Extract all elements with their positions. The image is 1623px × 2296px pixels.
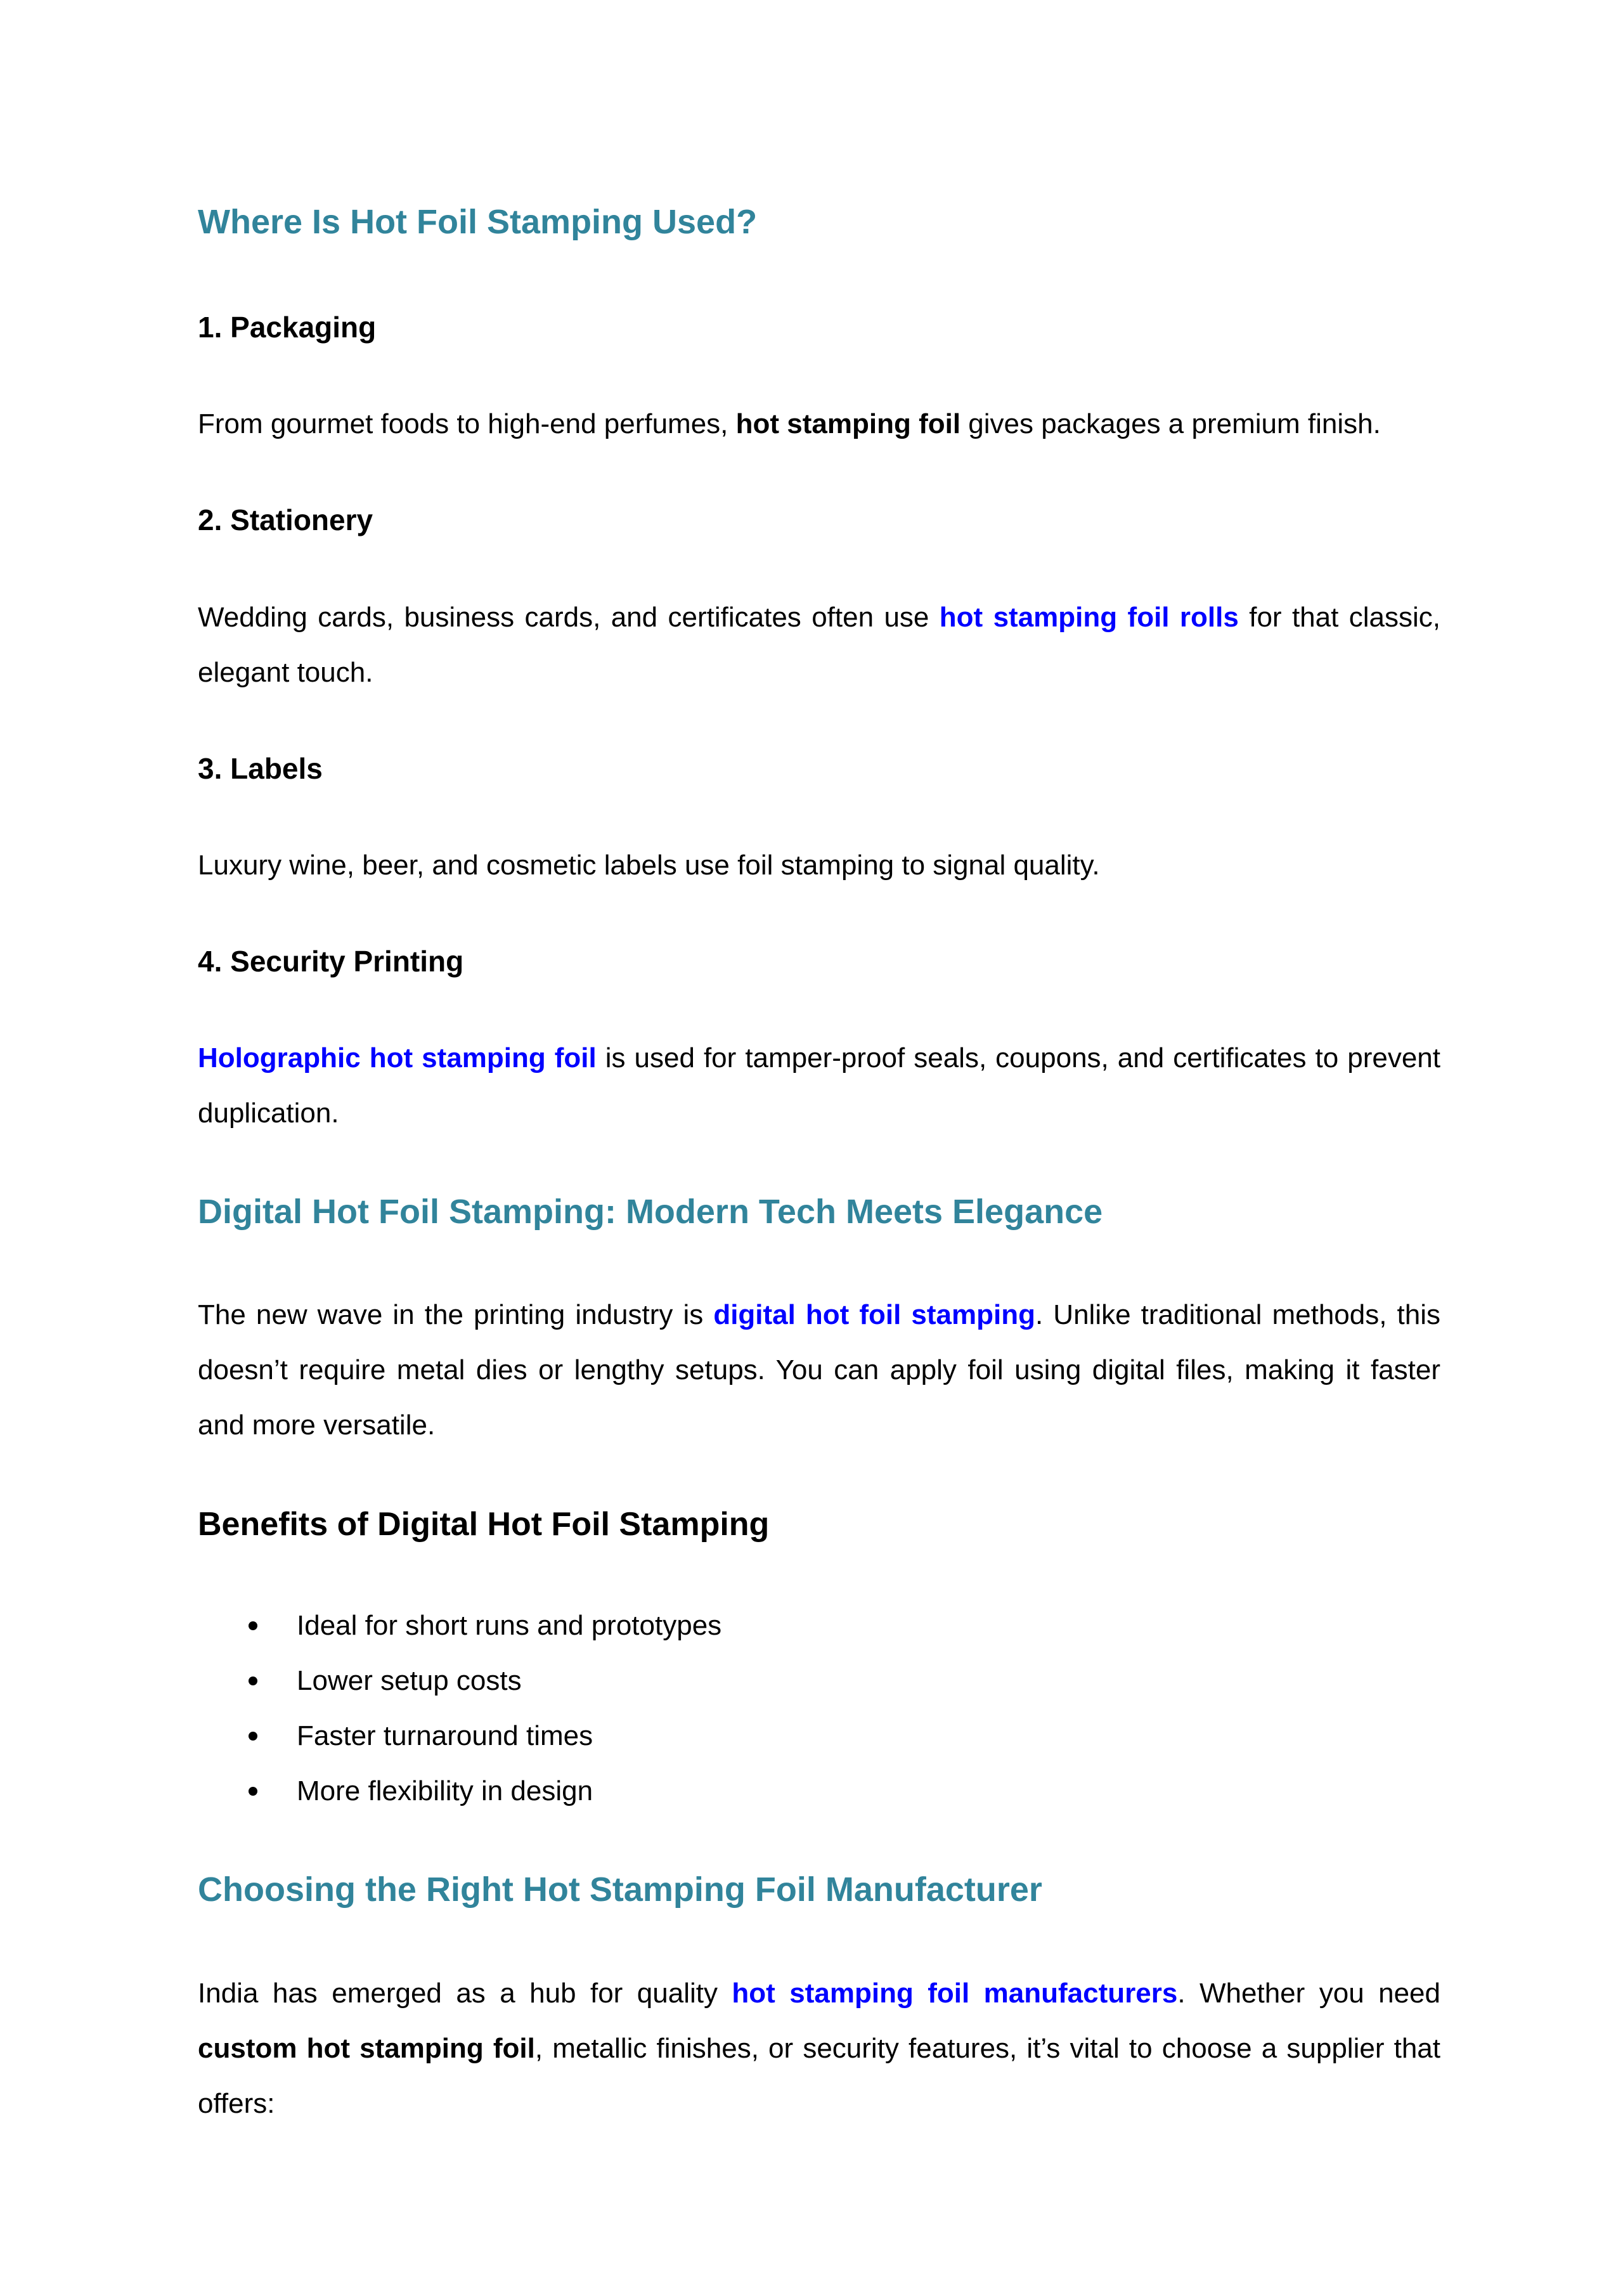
- paragraph-text: . Whether you need: [1177, 1978, 1440, 2009]
- link-digital-hot-foil-stamping[interactable]: digital hot foil stamping: [713, 1299, 1036, 1330]
- paragraph-text: . Unlike traditional methods, this doesn’t require metal dies or lengthy setups. You can apply foil using digital files, making it faster and more versatile.: [198, 1299, 1440, 1441]
- paragraph-text: The new wave in the printing industry is: [198, 1299, 714, 1330]
- list-item-label: More flexibility in design: [297, 1775, 593, 1806]
- list-item: [198, 1598, 721, 1653]
- list-item-label: Lower setup costs: [297, 1665, 522, 1696]
- paragraph-text: From gourmet foods to high-end perfumes,: [198, 408, 736, 439]
- subheading-stationery: 2. Stationery: [198, 503, 373, 536]
- list-item-label: Ideal for short runs and prototypes: [297, 1610, 722, 1641]
- paragraph-manufacturer: [198, 1966, 1440, 2131]
- subheading-labels: 3. Labels: [198, 752, 323, 785]
- paragraph-text: , metallic finishes, or security features, it’s vital to choose a supplier that offers:: [198, 2033, 1441, 2119]
- link-hot-stamping-foil-manufacturers[interactable]: hot stamping foil manufacturers: [732, 1978, 1178, 2009]
- list-item-label: Faster turnaround times: [297, 1720, 593, 1751]
- section-heading-manufacturer: Choosing the Right Hot Stamping Foil Manufacturer: [198, 1871, 1042, 1909]
- link-hot-stamping-foil-rolls[interactable]: hot stamping foil rolls: [939, 602, 1239, 633]
- paragraph-packaging: [198, 396, 1440, 451]
- list-item: [198, 1708, 721, 1763]
- paragraph-text: India has emerged as a hub for quality: [198, 1978, 732, 2009]
- bullet-icon: [249, 1621, 257, 1630]
- paragraph-stationery: [198, 590, 1440, 700]
- bold-term: hot stamping foil: [735, 408, 961, 439]
- paragraph-text: gives packages a premium finish.: [960, 408, 1381, 439]
- paragraph-security: [198, 1030, 1440, 1141]
- bullet-icon: [249, 1787, 257, 1796]
- paragraph-text: for that classic, elegant touch.: [198, 602, 1440, 688]
- link-holographic-hot-stamping-foil[interactable]: Holographic hot stamping foil: [198, 1042, 597, 1073]
- bold-term: custom hot stamping foil: [198, 2033, 535, 2064]
- paragraph-text: is used for tamper-proof seals, coupons, and certificates to prevent duplication.: [198, 1042, 1440, 1129]
- benefits-list: [198, 1598, 721, 1819]
- subheading-security-printing: 4. Security Printing: [198, 945, 464, 978]
- bullet-icon: [249, 1677, 257, 1685]
- paragraph-text: Wedding cards, business cards, and certificates often use: [198, 602, 940, 633]
- list-item: [198, 1653, 721, 1708]
- bullet-icon: [249, 1732, 257, 1741]
- subheading-benefits: Benefits of Digital Hot Foil Stamping: [198, 1506, 770, 1543]
- paragraph-labels: Luxury wine, beer, and cosmetic labels use foil stamping to signal quality.: [198, 850, 1100, 881]
- section-heading-where-used: Where Is Hot Foil Stamping Used?: [198, 203, 758, 241]
- list-item: [198, 1763, 721, 1819]
- paragraph-digital: [198, 1287, 1440, 1453]
- subheading-packaging: 1. Packaging: [198, 311, 377, 344]
- section-heading-digital: Digital Hot Foil Stamping: Modern Tech Meets Elegance: [198, 1193, 1103, 1231]
